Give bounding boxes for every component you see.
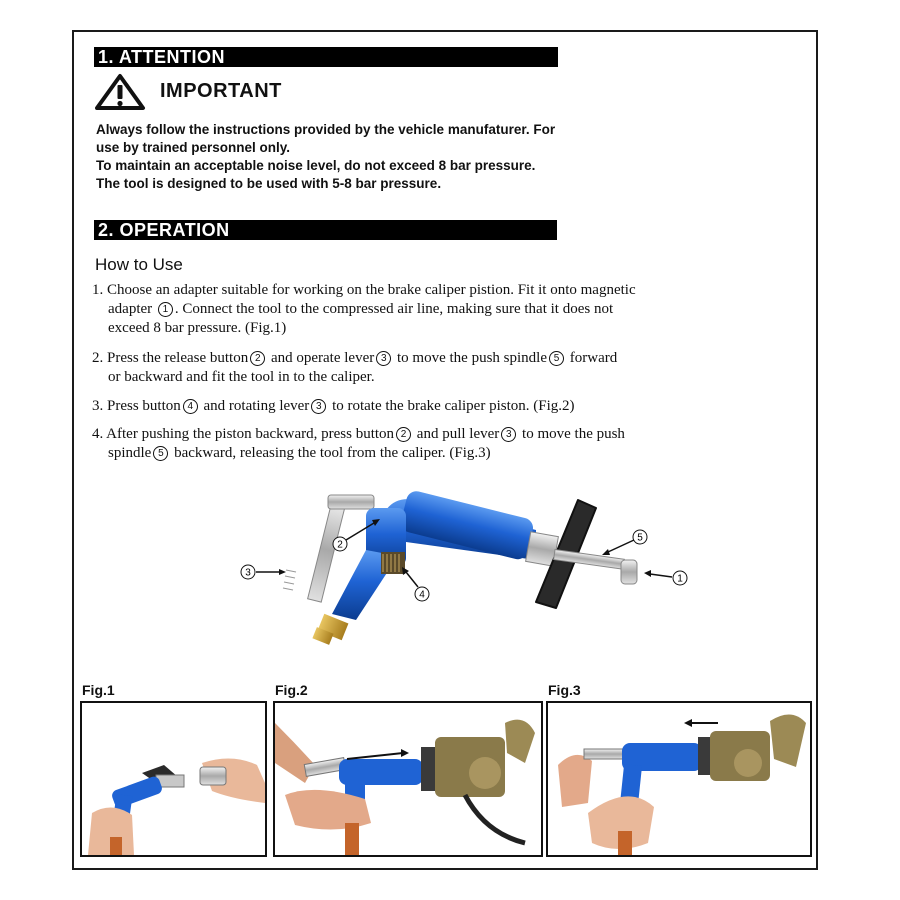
warning-triangle-icon <box>94 73 146 111</box>
step-1 <box>92 281 636 338</box>
step-text: 2. Press the release button <box>92 350 249 366</box>
attention-notes <box>96 121 796 193</box>
step-text: and rotating lever <box>199 398 310 414</box>
figure-label-2: Fig.2 <box>275 682 308 698</box>
note-line: The tool is designed to be used with 5-8 bar pressure. <box>96 176 442 191</box>
circled-number-2: 2 <box>396 427 411 442</box>
figure-label-3: Fig.3 <box>548 682 581 698</box>
callout-label: 3 <box>245 567 251 579</box>
step-text: 1. Choose an adapter suitable for working on the brake caliper pistion. Fit it onto magnetic <box>92 282 636 298</box>
figure-1-photo <box>80 701 267 857</box>
step-4 <box>92 425 625 463</box>
step-text: spindle <box>108 445 152 461</box>
magnetic-adapter <box>621 560 637 584</box>
circled-number-4: 4 <box>183 399 198 414</box>
callout-label: 2 <box>337 539 343 551</box>
step-3 <box>92 397 575 416</box>
step-text: to move the push spindle <box>393 350 547 366</box>
important-heading: IMPORTANT <box>160 80 282 102</box>
brake-caliper-tool-illustration <box>236 490 696 655</box>
step-text: exceed 8 bar pressure. (Fig.1) <box>108 320 287 336</box>
step-text: 3. Press button <box>92 398 181 414</box>
step-2 <box>92 349 617 387</box>
figure-3-photo <box>546 701 812 857</box>
section-header-attention: 1. ATTENTION <box>94 47 558 67</box>
step-text: adapter <box>108 301 156 317</box>
circled-number-5: 5 <box>549 351 564 366</box>
step-text: or backward and fit the tool in to the caliper. <box>108 369 375 385</box>
step-text: to rotate the brake caliper piston. (Fig.2) <box>328 398 575 414</box>
circled-number-5: 5 <box>153 446 168 461</box>
rotate-button <box>381 552 405 574</box>
circled-number-3: 3 <box>376 351 391 366</box>
circled-number-3: 3 <box>501 427 516 442</box>
note-line: To maintain an acceptable noise level, do not exceed 8 bar pressure. <box>96 158 536 173</box>
callout-label: 4 <box>419 589 425 601</box>
step-text: to move the push <box>518 426 625 442</box>
how-to-use-heading: How to Use <box>95 255 183 274</box>
note-line: use by trained personnel only. <box>96 140 291 155</box>
circled-number-2: 2 <box>250 351 265 366</box>
circled-number-1: 1 <box>158 302 173 317</box>
circled-number-3: 3 <box>311 399 326 414</box>
step-text: 4. After pushing the piston backward, press button <box>92 426 395 442</box>
step-text: and operate lever <box>267 350 375 366</box>
step-text: backward, releasing the tool from the caliper. (Fig.3) <box>170 445 491 461</box>
step-text: . Connect the tool to the compressed air line, making sure that it does not <box>174 301 614 317</box>
section-header-operation: 2. OPERATION <box>94 220 557 240</box>
step-text: and pull lever <box>413 426 500 442</box>
figure-label-1: Fig.1 <box>82 682 115 698</box>
figure-2-photo <box>273 701 543 857</box>
note-line: Always follow the instructions provided by the vehicle manufaturer. For <box>96 122 556 137</box>
step-text: forward <box>566 350 618 366</box>
callout-label: 1 <box>677 573 683 585</box>
callout-label: 5 <box>637 532 643 544</box>
